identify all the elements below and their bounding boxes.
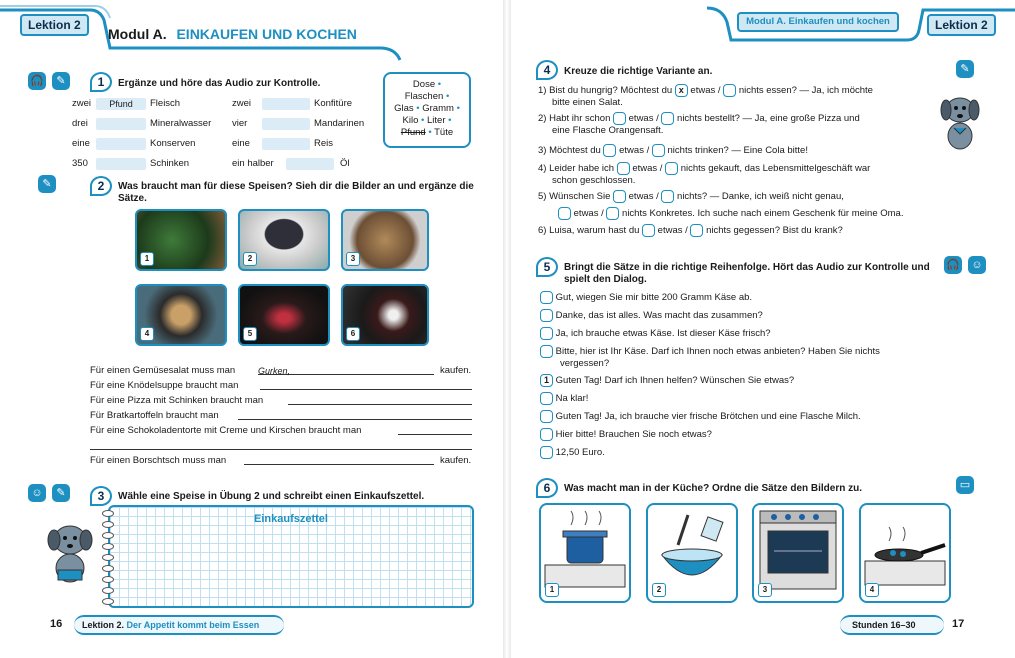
sentence-row: Für einen Borschtsch muss man kaufen. — [90, 455, 472, 466]
modul-label: Modul A. — [108, 26, 167, 42]
checkbox-etwas[interactable] — [617, 162, 630, 175]
ex1-row: eine Konserven eine Reis — [72, 138, 334, 149]
exercise-5-dialog — [540, 291, 930, 464]
ex4-item: 6) Luisa, warum hast du etwas / nichts gegessen? Bist du krank? — [538, 225, 843, 237]
sentence-row: Für eine Knödelsuppe braucht man — [90, 380, 475, 395]
food-photo: 5 — [238, 284, 330, 346]
order-box[interactable] — [540, 291, 553, 304]
left-page — [0, 0, 507, 658]
pencil-icon: ✎ — [956, 60, 974, 78]
spiral-ring — [102, 554, 114, 561]
checkbox-nichts[interactable] — [665, 162, 678, 175]
checkbox-nichts[interactable] — [661, 112, 674, 125]
pencil-icon: ✎ — [38, 175, 56, 193]
order-box[interactable] — [540, 327, 553, 340]
notebook-icon: ▭ — [956, 476, 974, 494]
exercise-5-task: Bringt die Sätze in die richtige Reihenfolge. Hört das Audio zur Kontrolle und spielt den Dialog. — [564, 262, 930, 285]
page-number-right: 17 — [952, 618, 965, 630]
dialog-line: Hier bitte! Brauchen Sie noch etwas? — [540, 428, 930, 446]
spiral-ring — [102, 565, 114, 572]
kitchen-picture: 4 — [859, 503, 951, 603]
modul-title: EINKAUFEN UND KOCHEN — [176, 26, 357, 42]
order-box[interactable] — [540, 345, 553, 358]
dialog-line: 1 Guten Tag! Darf ich Ihnen helfen? Wünschen Sie etwas? — [540, 374, 930, 392]
ex4-item: 1) Bist du hungrig? Möchtest du x etwas / nichts essen? — Ja, ich möchte bitte einen Salat. — [538, 85, 873, 109]
answer-line[interactable] — [238, 410, 472, 420]
page-number-left: 16 — [50, 618, 63, 630]
ex4-item: 4) Leider habe ich etwas / nichts gekauft, das Lebensmittelgeschäft war schon geschlossen. — [538, 163, 871, 187]
lektion-tab-right: Lektion 2 — [927, 14, 996, 36]
exercise-5-number: 5 — [536, 257, 558, 277]
sentence-row: Für einen Gemüsesalat muss man Gurken, kaufen. — [90, 365, 472, 376]
kitchen-picture: 1 — [539, 503, 631, 603]
ex1-row: 350 Schinken ein halber Öl — [72, 158, 350, 169]
shopping-list-notepad[interactable] — [108, 505, 474, 608]
kitchen-picture: 3 — [752, 503, 844, 603]
modul-tab: Modul A. Einkaufen und kochen — [737, 12, 899, 32]
answer-line[interactable] — [288, 395, 472, 405]
ex1-input[interactable] — [96, 138, 146, 150]
checkbox-nichts[interactable] — [606, 207, 619, 220]
answer-line[interactable]: Gurken, — [258, 365, 434, 375]
dialog-line: 12,50 Euro. — [540, 446, 930, 464]
ex1-input[interactable] — [286, 158, 334, 170]
dialog-line: Danke, das ist alles. Was macht das zusammen? — [540, 309, 930, 327]
footer-lesson: Lektion 2. Der Appetit kommt beim Essen — [82, 620, 260, 630]
food-photo: 4 — [135, 284, 227, 346]
page-title — [108, 26, 357, 42]
exercise-4-task: Kreuze die richtige Variante an. — [564, 66, 713, 77]
headphones-icon: 🎧 — [944, 256, 962, 274]
checkbox-etwas[interactable]: x — [675, 84, 688, 97]
exercise-1-table — [72, 98, 372, 178]
spiral-ring — [102, 576, 114, 583]
ex1-input[interactable] — [96, 118, 146, 130]
order-box[interactable] — [540, 446, 553, 459]
sentence-row: Für eine Schokoladentorte mit Creme und Kirschen braucht man — [90, 425, 475, 440]
ex4-item: 3) Möchtest du etwas / nichts trinken? — Eine Cola bitte! — [538, 145, 808, 157]
spiral-ring — [102, 543, 114, 550]
food-photo: 6 — [341, 284, 429, 346]
exercise-3-task: Wähle eine Speise in Übung 2 und schreibt einen Einkaufszettel. — [118, 491, 425, 502]
exercise-3-number: 3 — [90, 486, 112, 506]
order-box[interactable] — [540, 309, 553, 322]
pencil-icon: ✎ — [52, 484, 70, 502]
exercise-1-number: 1 — [90, 72, 112, 92]
ex1-input[interactable] — [262, 118, 310, 130]
order-box[interactable] — [540, 392, 553, 405]
checkbox-etwas[interactable] — [558, 207, 571, 220]
headphones-icon: 🎧 — [28, 72, 46, 90]
checkbox-etwas[interactable] — [613, 190, 626, 203]
order-box[interactable] — [540, 428, 553, 441]
answer-line[interactable] — [260, 380, 472, 390]
ex1-row: zwei Pfund Fleisch zwei Konfitüre — [72, 98, 353, 109]
ex1-input[interactable]: Pfund — [96, 98, 146, 110]
checkbox-nichts[interactable] — [690, 224, 703, 237]
exercise-2-number: 2 — [90, 176, 112, 196]
ex1-input[interactable] — [262, 138, 310, 150]
food-photo: 3 — [341, 209, 429, 271]
exercise-6-number: 6 — [536, 478, 558, 498]
exercise-4-number: 4 — [536, 60, 558, 80]
checkbox-nichts[interactable] — [723, 84, 736, 97]
ex4-item: 5) Wünschen Sie etwas / nichts? — Danke, ich weiß nicht genau, etwas / nichts Konkretes. Ich suche nach einem Geschenk für meine Oma. — [538, 191, 904, 220]
checkbox-etwas[interactable] — [613, 112, 626, 125]
food-photo: 1 — [135, 209, 227, 271]
dialog-line: Guten Tag! Ja, ich brauche vier frische Brötchen und eine Flasche Milch. — [540, 410, 930, 428]
group-icon: ☺ — [968, 256, 986, 274]
ex4-item: 2) Habt ihr schon etwas / nichts bestellt? — Ja, eine große Pizza und eine Flasche Orangensaft. — [538, 113, 860, 137]
notepad-title: Einkaufszettel — [254, 513, 328, 525]
footer-stunden: Stunden 16–30 — [852, 620, 916, 630]
ex1-input[interactable] — [262, 98, 310, 110]
word-box: Dose • Flaschen • Glas • Gramm • Kilo • Liter • Pfund • Tüte — [383, 72, 471, 148]
exercise-1-task: Ergänze und höre das Audio zur Kontrolle. — [118, 78, 321, 89]
sentence-row — [90, 440, 475, 455]
dialog-line: Ja, ich brauche etwas Käse. Ist dieser Käse frisch? — [540, 327, 930, 345]
checkbox-nichts[interactable] — [652, 144, 665, 157]
checkbox-etwas[interactable] — [642, 224, 655, 237]
spiral-ring — [102, 510, 114, 517]
exercise-2-task: Was braucht man für diese Speisen? Sieh dir die Bilder an und ergänze die Sätze. — [118, 181, 474, 204]
answer-line[interactable] — [244, 455, 434, 465]
spiral-ring — [102, 587, 114, 594]
dog-mascot-icon — [934, 92, 984, 154]
struck-word: Pfund — [400, 127, 426, 138]
food-photo: 2 — [238, 209, 330, 271]
checkbox-etwas[interactable] — [603, 144, 616, 157]
dog-mascot-icon — [40, 518, 100, 590]
spiral-ring — [102, 532, 114, 539]
spiral-ring — [102, 598, 114, 605]
exercise-2-sentences — [90, 365, 475, 470]
order-box[interactable] — [540, 410, 553, 423]
answer-line[interactable] — [398, 425, 472, 435]
ex1-row: drei Mineralwasser vier Mandarinen — [72, 118, 365, 129]
dialog-line: Bitte, hier ist Ihr Käse. Darf ich Ihnen noch etwas anbieten? Haben Sie nichts vergessen? — [540, 345, 930, 374]
dialog-line: Gut, wiegen Sie mir bitte 200 Gramm Käse ab. — [540, 291, 930, 309]
lektion-tab: Lektion 2 — [20, 14, 89, 36]
exercise-6-task: Was macht man in der Küche? Ordne die Sätze den Bildern zu. — [564, 483, 863, 494]
answer-line[interactable] — [90, 440, 472, 450]
dialog-line: Na klar! — [540, 392, 930, 410]
sentence-row: Für eine Pizza mit Schinken braucht man — [90, 395, 475, 410]
pencil-icon: ✎ — [52, 72, 70, 90]
spiral-ring — [102, 521, 114, 528]
group-icon: ☺ — [28, 484, 46, 502]
checkbox-nichts[interactable] — [661, 190, 674, 203]
sentence-row: Für Bratkartoffeln braucht man — [90, 410, 475, 425]
kitchen-picture: 2 — [646, 503, 738, 603]
ex1-input[interactable] — [96, 158, 146, 170]
exercise-4-items — [538, 84, 928, 242]
order-box[interactable]: 1 — [540, 374, 553, 387]
